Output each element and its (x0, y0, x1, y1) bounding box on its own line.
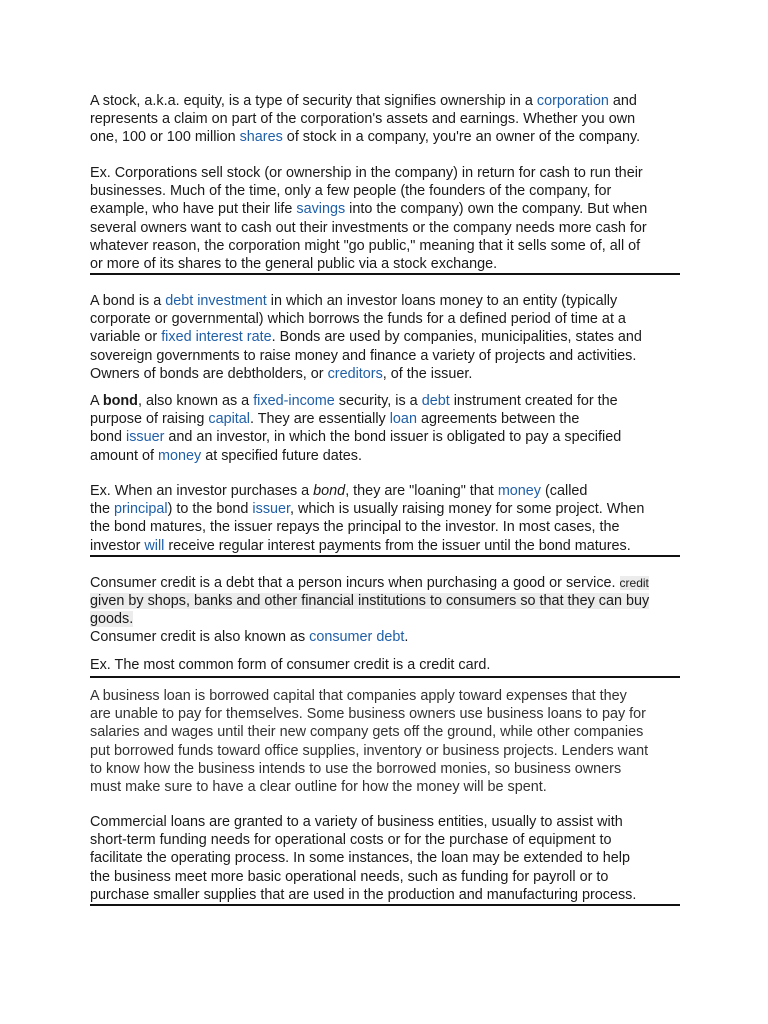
business-loan-paragraph: A business loan is borrowed capital that companies apply toward expenses that they are unable to pay for themselves. Some business owners use business loans to pay for salaries and wages until their new company gets off the ground, while other companies put borrowed funds toward office supplies, inventory or business projects. Lenders want to know how the business intends to use the borrowed monies, so business owners must make sure to have a clear outline for how the money will be spent. (90, 688, 649, 796)
bond-italic-term: bond (313, 483, 346, 499)
credit-highlight-line: given by shops, banks and other financial institutions to consumers so that they can buy (90, 593, 650, 610)
debt-link[interactable]: debt (421, 393, 450, 409)
commercial-loan-paragraph: Commercial loans are granted to a variety of business entities, usually to assist with short-term funding needs for operational costs or for the purchase of equipment to facilitate the operating process. In some instances, the loan may be extended to help the business meet more basic operational needs, such as funding for payroll or to purchase smaller supplies that are used in the production and manufacturing process. (90, 814, 637, 903)
consumer-debt-link[interactable]: consumer debt (309, 629, 405, 645)
bond-example-paragraph: Ex. When an investor purchases a bond, they are "loaning" that money (called the principal) to the bond issuer, which is usually raising money for some project. When the bond matures, the issuer repays the principal to the investor. In most cases, the investor will receive regular interest payments from the issuer until the bond matures. (90, 483, 645, 554)
principal-link[interactable]: principal (114, 501, 168, 518)
will-link[interactable]: will (144, 537, 165, 554)
money-link[interactable]: money (497, 483, 542, 499)
bond-definition-paragraph: A bond is a debt investment in which an investor loans money to an entity (typically corporate or governmental) which borrows the funds for a defined period of time at a variable or fixed interest rate. Bonds are used by companies, municipalities, states and sovereign governments to raise money and finance a variety of projects and activities. Owners of bonds are debtholders, or creditors, of the issuer. (90, 293, 642, 382)
stock-definition-paragraph: A stock, a.k.a. equity, is a type of security that signifies ownership in a corporation and represents a claim on part of the corporation's assets and earnings. Whether you own one, 100 or 100 million shares of stock in a company, you're an owner of the company. (90, 93, 641, 146)
capital-link[interactable]: capital (208, 411, 251, 428)
section-divider (90, 676, 680, 678)
loan-link[interactable]: loan (389, 411, 417, 428)
bond-bold-term: bond (102, 393, 138, 409)
consumer-credit-paragraph: Consumer credit is a debt that a person incurs when purchasing a good or service. credit given by shops, banks and other financial institutions to consumers so that they can buy goods. (90, 575, 650, 628)
creditors-link[interactable]: creditors (327, 365, 383, 382)
savings-link[interactable]: savings (296, 201, 346, 218)
fixed-interest-rate-link[interactable]: fixed interest rate (161, 329, 272, 346)
fixed-income-link[interactable]: fixed-income (253, 393, 335, 409)
stock-example-paragraph: Ex. Corporations sell stock (or ownership in the company) in return for cash to run their businesses. Much of the time, only a few people (the founders of the company, for example, who have put their life savings into the company) own the company. But when several owners want to cash out their investments or the company needs more cash for whatever reason, the corporation might "go public," meaning that it sells some of, all of or more of its shares to the general public via a stock exchange. (90, 165, 648, 273)
issuer-link[interactable]: issuer (252, 501, 291, 518)
credit-highlight: credit (619, 576, 649, 590)
consumer-credit-example: Ex. The most common form of consumer credit is a credit card. (90, 657, 491, 673)
section-divider (90, 273, 680, 275)
bond-fixed-income-paragraph: A bond, also known as a fixed-income security, is a debt instrument created for the purpose of raising capital. They are essentially loan agreements between the bond issuer and an investor, in which the bond issuer is obligated to pay a specified amount of money at specified future dates. (90, 393, 622, 464)
consumer-debt-paragraph: Consumer credit is also known as consumer debt. (90, 629, 409, 645)
shares-link[interactable]: shares (239, 129, 283, 146)
money-link[interactable]: money (158, 447, 202, 464)
issuer-link[interactable]: issuer (126, 429, 165, 446)
debt-investment-link[interactable]: debt investment (165, 293, 267, 309)
credit-highlight-line: goods. (90, 611, 134, 628)
section-divider (90, 904, 680, 906)
section-divider (90, 555, 680, 557)
corporation-link[interactable]: corporation (536, 93, 609, 109)
